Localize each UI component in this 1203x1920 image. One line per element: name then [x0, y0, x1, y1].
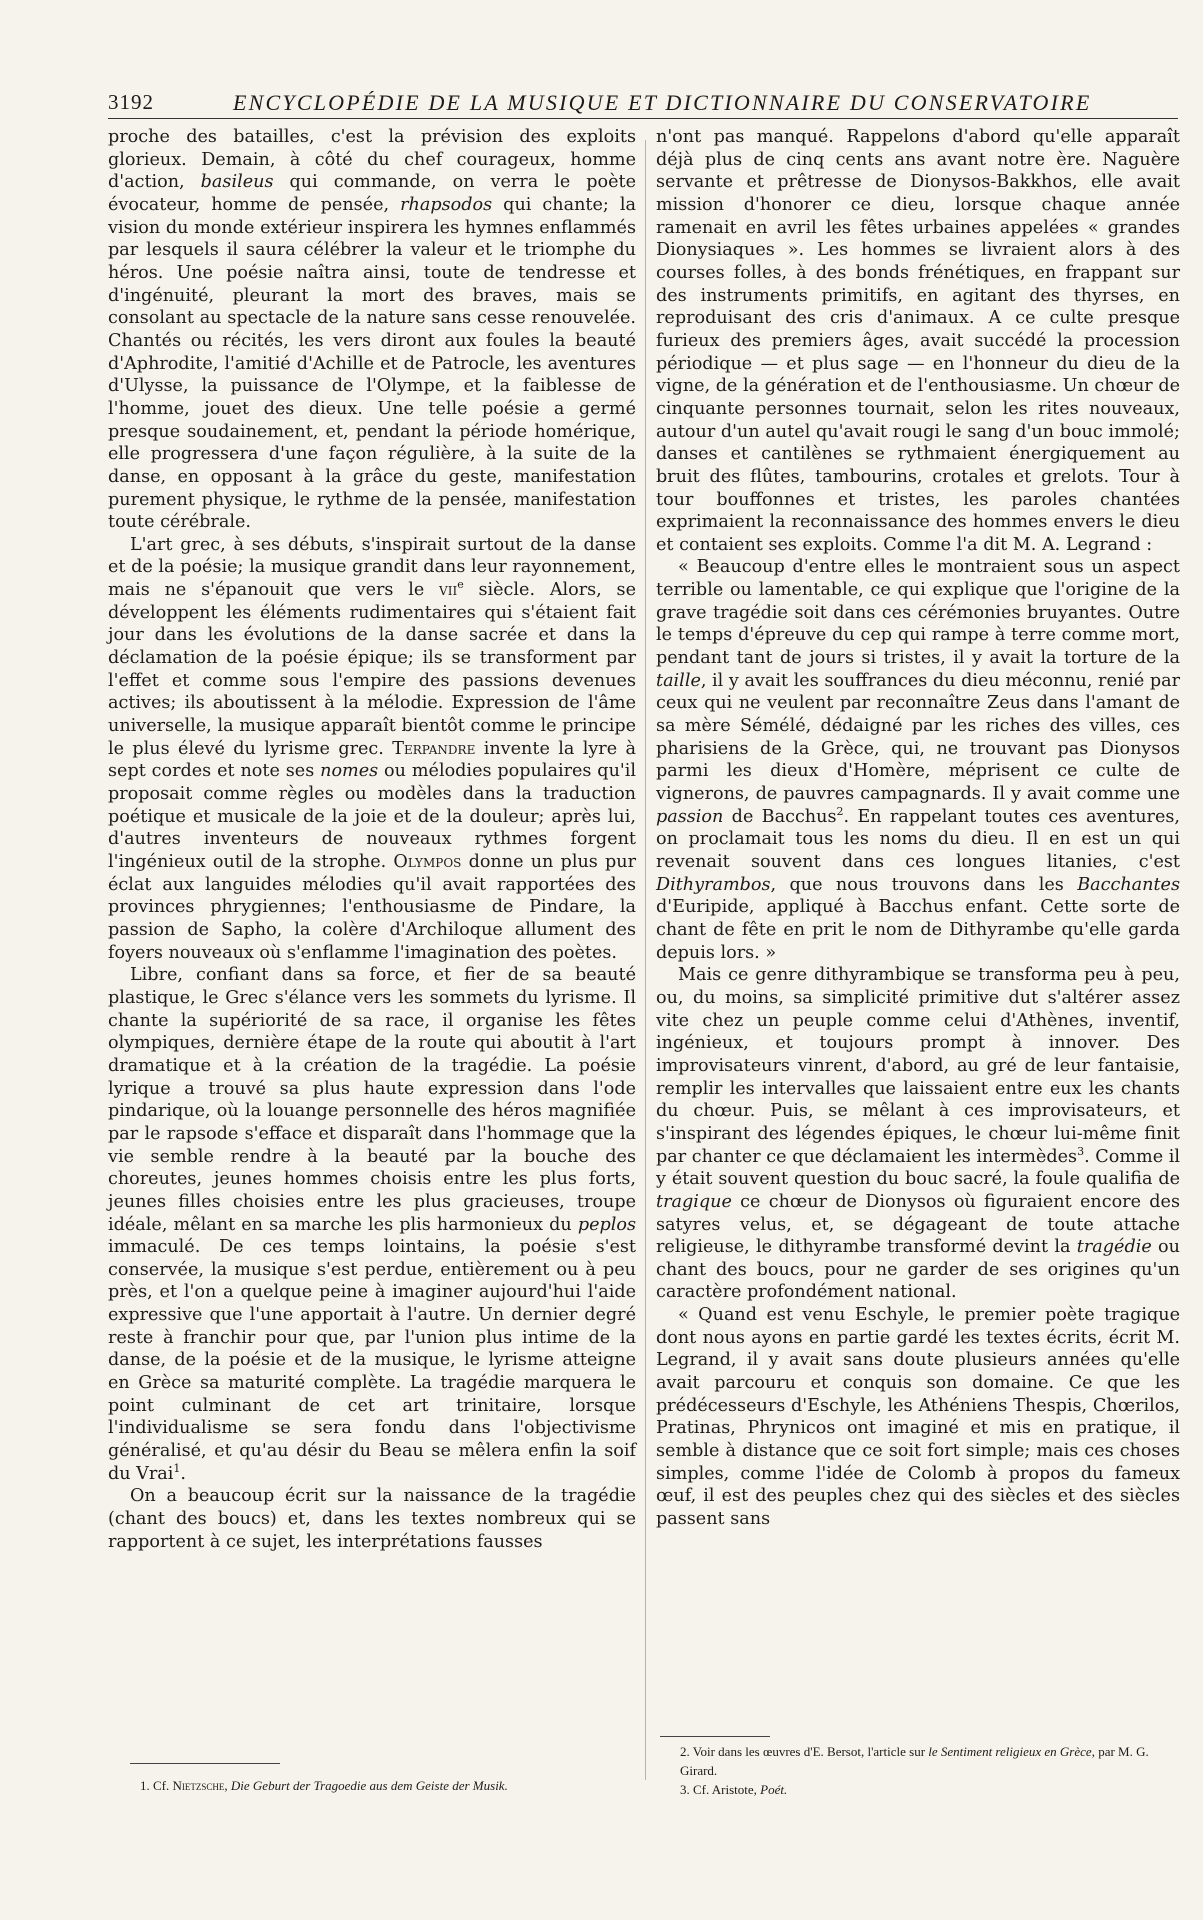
paragraph — [108, 1485, 636, 1553]
italic-term: tragique — [656, 1191, 732, 1212]
header-rule — [108, 118, 1178, 119]
text: . En rappelant toutes ces aventures, on proclamait tous les noms du dieu. Il en est un qui revenait souvent dans ces longues litanies, c'est — [656, 806, 1180, 872]
text: proche des batailles, c'est la prévision des exploits glorieux. Demain, à côté du chef courageux, homme d'action, — [108, 127, 636, 193]
text: Mais ce genre dithyrambique se transforma peu à peu, ou, du moins, sa simplicité primitive dut s'altérer assez vite chez un peuple comme celui d'Athènes, inventif, ingénieux, et toujours prompt à innover. Des improvisateurs vinrent, d'abord, au gré de leur fantaisie, remplir les intervalles que laissaient entre eux les chants du chœur. Puis, se mêlant à ces improvisateurs, et s'inspirant des légendes épiques, le chœur lui-même finit par chanter ce que déclamaient les intermèdes — [656, 965, 1180, 1167]
quote-paragraph — [656, 1304, 1180, 1531]
text: immaculé. De ces temps lointains, la poésie s'est conservée, la musique s'est perdue, entièrement ou à peu près, et l'on a quelque peine à imaginer aujourd'hui l'aide expressive que l'une apportait à l'autre. Un dernier degré reste à franchir pour que, par l'union plus intime de la danse, de la poésie et de la musique, le lyrisme atteigne en Grèce sa maturité complète. La tragédie marquera le point culminant de cet art trinitaire, lorsque l'individualisme se sera fondu dans l'objectivisme généralisé, et qu'au désir du Beau se mêlera enfin la soif du Vrai — [108, 1237, 636, 1484]
italic-term: Dithyrambos — [656, 874, 771, 895]
text: n'ont pas manqué. Rappelons d'abord qu'elle apparaît déjà plus de cinq cents ans avant notre ère. Naguère servante et prêtresse de Dionysos-Bakkhos, elle avait mission d'honorer ce dieu, lorsque chaque année ramenait en avril les fêtes urbaines appelées « grandes Dionysiaques ». Les hommes se livraient alors à des courses folles, à des bonds frénétiques, en frappant sur des instruments primitifs, en agitant des thyrses, en reproduisant des cris d'animaux. A ce culte presque furieux des premiers âges, avait succédé la procession périodique — et plus sage — en l'honneur du dieu de la vigne, de la génération et de l'enthousiasme. Un chœur de cinquante personnes tournait, selon les rites nouveaux, autour d'un autel qu'avait rougi le sang d'un bouc immolé; danses et cantilènes se rythmaient énergiquement au bruit des flûtes, tambourins, crotales et grelots. Tour à tour bouffonnes et tristes, les paroles chantées exprimaient la reconnaissance des hommes envers le dieu et contaient ses exploits. Comme l'a dit M. A. Legrand : — [656, 127, 1180, 555]
text: invente la lyre à sept cordes et note ses — [108, 738, 636, 782]
italic-term: Bacchantes — [1077, 874, 1180, 895]
italic-term: nomes — [320, 761, 379, 782]
footnote-1 — [140, 1776, 645, 1795]
text: qui commande, on verra le poète évocateur, homme de pensée, — [108, 172, 636, 215]
text: ce chœur de Dionysos où figuraient encore des satyres velus, et, se dégageant de toute attache religieuse, le dithyrambe transformé devint la — [656, 1191, 1180, 1258]
paragraph — [108, 964, 636, 1485]
footnote-ref[interactable]: 1 — [173, 1461, 181, 1475]
text: , que nous trouvons dans les — [770, 874, 1078, 895]
text: 1. Cf. — [140, 1778, 173, 1793]
footnote-title: le Sentiment religieux en Grèce — [928, 1744, 1092, 1759]
text: qui chante; la vision du monde extérieur inspirera les hymnes enflammés par lesquels il saura célébrer la valeur et le triomphe du héros. Une poésie naîtra ainsi, toute de tendresse et d'ingénuité, pleurant la mort des braves, mais se consolant au spectacle de la nature sans cesse renouvelée. Chantés ou récités, les vers diront aux foules la beauté d'Aphrodite, l'amitié d'Achille et de Patrocle, les aventures d'Ulysse, la puissance de l'Olympe, et la faiblesse de l'homme, jouet des dieux. Une telle poésie a germé presque soudainement, et, pendant la période homérique, elle progressera d'une façon régulière, à la suite de la danse, en opposant à la grâce du geste, manifestation purement physique, le rythme de la pensée, manifestation toute cérébrale. — [108, 194, 636, 533]
text: L'art grec, à ses débuts, s'inspirait surtout de la danse et de la poésie; la musique grandit dans leur rayonnement, mais ne s'épanouit que vers le — [108, 534, 636, 601]
left-column — [108, 126, 636, 1553]
text: « Beaucoup d'entre elles le montraient sous un aspect terrible ou lamentable, ce qui explique que l'origine de la grave tragédie soit dans ces cérémonies bruyantes. Outre le temps d'épreuve du cep qui rampe à terre comme mort, pendant tant de jours si tristes, il y avait la torture de la — [656, 557, 1180, 669]
text: , il y avait les souffrances du dieu méconnu, renié par ceux qui ne veulent par reconnaître Zeus dans l'amant de sa mère Sémélé, dédaigné par les riches des villes, ces pharisiens de la Grèce, qui, ne trouvant pas Dionysos parmi les dieux d'Homère, méprisent ce culte de vignerons, de pauvres campagnards. Il y avait comme une — [656, 670, 1180, 805]
paragraph — [108, 126, 636, 534]
text: 2. Voir dans les œuvres d'E. Bersot, l'article sur — [680, 1744, 929, 1759]
text: Libre, confiant dans sa force, et fier de sa beauté plastique, le Grec s'élance vers les sommets du lyrisme. Il chante la supériorité de sa race, il organise les fêtes olympiques, dernière étape de la route qui aboutit à l'art dramatique et à la création de la tragédie. La poésie lyrique a trouvé sa plus haute expression dans l'ode pindarique, où la louange personnelle des héros magnifiée par le rapsode s'efface et disparaît dans l'hommage que la vie semble rendre à la beauté par la bouche des choreutes, jeunes hommes choisis entre les plus forts, jeunes filles choisies entre les plus gracieuses, troupe idéale, mêlant en sa marche les plis harmonieux du — [108, 965, 636, 1235]
text: 3. Cf. Aristote, — [680, 1782, 761, 1797]
footnote-2 — [680, 1742, 1180, 1780]
text: . — [180, 1463, 187, 1484]
footnote-title: Poét. — [760, 1782, 788, 1797]
text: On a beaucoup écrit sur la naissance de la tragédie (chant des boucs) et, dans les textes nombreux qui se rapportent à ce sujet, les interprétations fausses — [108, 1486, 636, 1552]
right-column — [656, 126, 1180, 1531]
italic-term: tragédie — [1076, 1237, 1152, 1258]
footnotes-left — [140, 1776, 645, 1795]
page-number: 3192 — [108, 90, 154, 114]
footnote-rule-right — [660, 1736, 770, 1737]
running-title: ENCYCLOPÉDIE DE LA MUSIQUE ET DICTIONNAIRE DU CONSERVATOIRE — [233, 90, 1092, 115]
footnote-rule-left — [130, 1763, 280, 1764]
century-numeral: vii — [439, 580, 458, 601]
text: de Bacchus — [723, 806, 837, 827]
text: ou chant des boucs, pour ne garder de ses origines qu'un caractère profondément national. — [656, 1237, 1180, 1303]
quote-paragraph — [656, 556, 1180, 964]
italic-term: passion — [656, 806, 724, 827]
text: ou mélodies populaires qu'il proposait comme règles ou modèles dans la traduction poétique et musicale de la joie et de la douleur; après lui, d'autres inventeurs de nouveaux rythmes forgent l'ingénieux outil de la strophe. — [108, 761, 636, 872]
italic-term: basileus — [200, 172, 274, 193]
small-caps-name: Terpandre — [392, 738, 476, 759]
paragraph — [108, 534, 636, 964]
text: « Quand est venu Eschyle, le premier poète tragique dont nous ayons en partie gardé les textes écrits, écrit M. Legrand, il y avait sans doute plusieurs années qu'elle avait parcouru et conquis son domaine. Ce que les prédécesseurs d'Eschyle, les Athéniens Thespis, Chœrilos, Pratinas, Phrynicos ont imaginé et mis en pratique, il semble à distance que ce soit fort simple; mais ces choses simples, comme l'idée de Colomb à propos du fameux œuf, il est des peuples chez qui des siècles et des siècles passent sans — [656, 1305, 1180, 1530]
italic-term: peplos — [577, 1214, 636, 1235]
text: donne un plus pur éclat aux languides mélodies qu'il avait rapportées des provinces phrygiennes; l'enthousiasme de Pindare, la passion de Sapho, la colère d'Archiloque allument des foyers nouveaux où s'enflamme l'imagination des poètes. — [108, 852, 637, 963]
footnote-ref[interactable]: 2 — [836, 804, 844, 818]
paragraph — [656, 126, 1180, 556]
footnotes-right — [680, 1742, 1180, 1799]
footnote-title: Die Geburt der Tragoedie aus dem Geiste der Musik. — [230, 1778, 508, 1793]
paragraph — [656, 964, 1180, 1304]
column-divider — [645, 140, 646, 1780]
page-header — [108, 90, 1178, 118]
footnote-ref[interactable]: 3 — [1077, 1144, 1085, 1158]
text: , — [224, 1778, 231, 1793]
footnote-author: Nietzsche — [172, 1778, 225, 1793]
italic-term: rhapsodos — [400, 194, 493, 215]
superscript: e — [457, 578, 464, 592]
small-caps-name: Olympos — [393, 852, 462, 872]
text: d'Euripide, appliqué à Bacchus enfant. Cette sorte de chant de fête en prit le nom de Dithyrambe qu'elle garda depuis lors. » — [656, 897, 1180, 963]
text: , par M. G. Girard. — [680, 1744, 1149, 1778]
text: siècle. Alors, se développent les éléments rudimentaires qui s'étaient fait jour dans les évolutions de la danse sacrée et dans la déclamation de la poésie épique; ils se transforment par l'effet et comme sous l'empire des passions devenues actives; ils aboutissent à la mélodie. Expression de l'âme universelle, la musique apparaît bientôt comme le principe le plus élevé du lyrisme grec. — [108, 580, 636, 759]
italic-term: taille — [656, 670, 701, 691]
footnote-3 — [680, 1780, 1180, 1799]
text: . Comme il y était souvent question du bouc sacré, la foule qualifia de — [656, 1146, 1180, 1190]
